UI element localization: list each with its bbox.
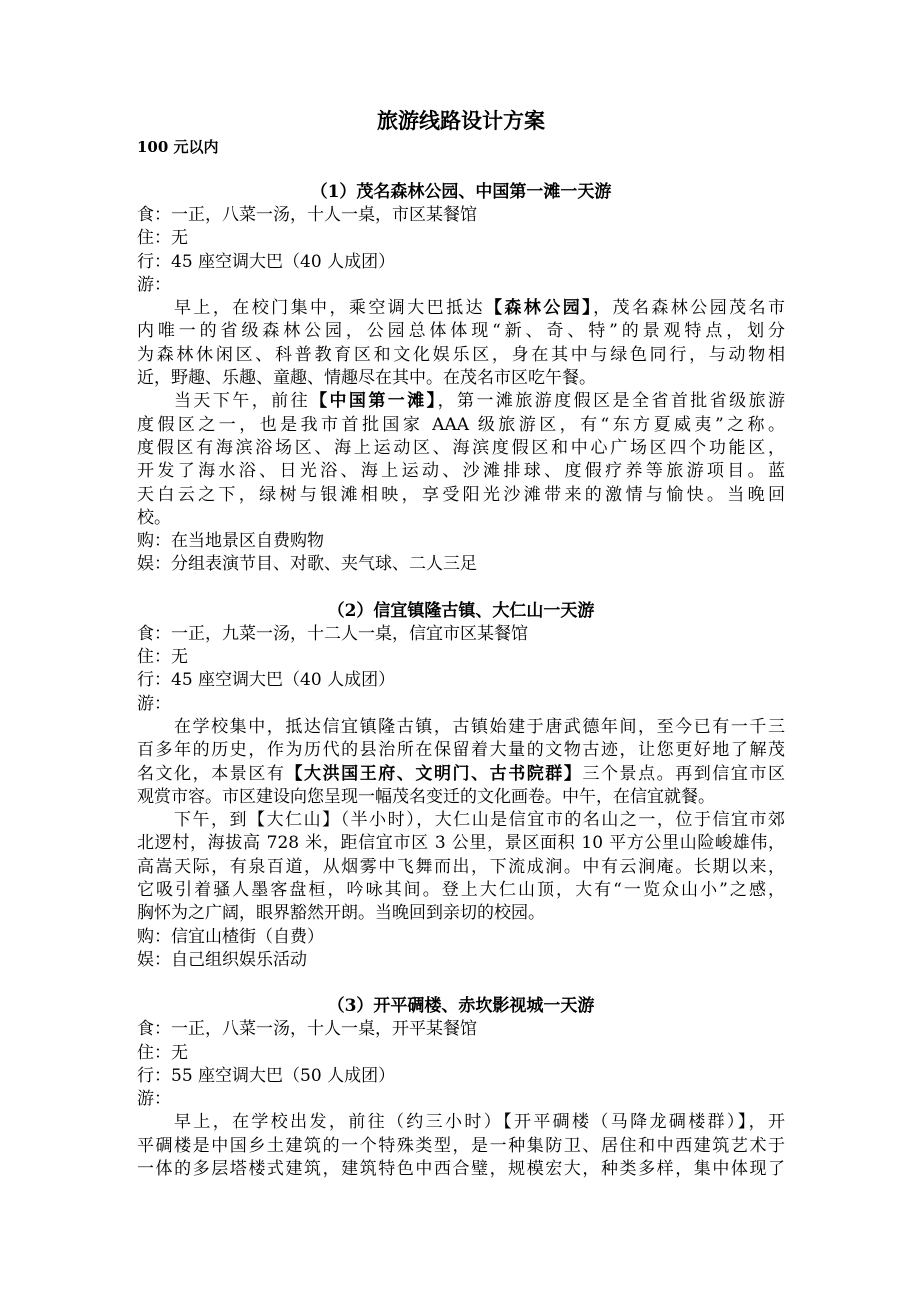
- paragraph-line: [137, 879, 785, 902]
- paragraph-line: [137, 344, 785, 367]
- paragraph-line: [137, 414, 785, 437]
- paragraph-line: [137, 507, 785, 530]
- paragraph-line: [137, 390, 785, 413]
- paragraph-line: [137, 460, 785, 483]
- entertainment-line: 娱：分组表演节目、对歌、夹气球、二人三足: [137, 554, 477, 575]
- paragraph-line: [137, 716, 785, 739]
- highlighted-attraction: 【中国第一滩】: [310, 391, 438, 412]
- route-section: [137, 994, 785, 1181]
- route-sections: [137, 180, 785, 1181]
- food-line: 食：一正，九菜一汤，十二人一桌，信宜市区某餐馆: [137, 623, 528, 644]
- text-segment: 度假区有海滨浴场区、海上运动区、海滨度假区和中心广场区四个功能区，: [137, 437, 785, 458]
- text-segment: 为森林休闲区、科普教育区和文化娱乐区，身在其中与绿色同行，与动物相: [137, 344, 785, 365]
- document-page: [137, 106, 785, 1181]
- paragraph-line: [137, 484, 785, 507]
- text-segment: 近，野趣、乐趣、童趣、情趣尽在其中。在茂名市区吃午餐。: [137, 368, 596, 389]
- text-segment: ，茂名森林公园茂名市: [593, 298, 786, 319]
- text-segment: 下午，到【大仁山】（半小时），大仁山是信宜市的名山之一，位于信宜市郊: [174, 810, 785, 831]
- paragraph-line: [137, 437, 785, 460]
- paragraph-line: [137, 367, 785, 390]
- text-segment: 北逻村，海拔高 728 米，距信宜市区 3 公里，景区面积 10 平方公里山险峻雄伟，: [137, 833, 785, 854]
- transport-line: 行：45 座空调大巴（40 人成团）: [137, 251, 396, 272]
- paragraph-line: [137, 856, 785, 879]
- route-heading: （2）信宜镇隆古镇、大仁山一天游: [327, 600, 595, 621]
- text-segment: 当天下午，前往: [174, 391, 311, 412]
- text-segment: 胸怀为之广阔，眼界豁然开朗。当晚回到亲切的校园。: [137, 903, 545, 924]
- paragraph-line: [137, 786, 785, 809]
- text-segment: 天白云之下，绿树与银滩相映，享受阳光沙滩带来的激情与愉快。当晚回: [137, 484, 785, 505]
- food-line: 食：一正，八菜一汤，十人一桌，市区某餐馆: [137, 205, 477, 225]
- paragraph-line: [137, 1158, 785, 1181]
- shopping-line: 购：在当地景区自费购物: [137, 531, 324, 552]
- entertainment-line: 娱：自己组织娱乐活动: [137, 949, 307, 970]
- paragraph-line: [137, 832, 785, 855]
- text-segment: 它吸引着骚人墨客盘桓，吟咏其间。登上大仁山顶，大有“一览众山小”之感，: [137, 880, 785, 901]
- text-segment: 观赏市容。市区建设向您呈现一幅茂名变迁的文化画卷。中午，在信宜就餐。: [137, 786, 715, 807]
- tour-label: 游：: [137, 274, 171, 295]
- text-segment: 度假区之一，也是我市首批国家 AAA 级旅游区，有“东方夏威夷”之称。: [137, 414, 785, 435]
- text-segment: 早上，在学校出发，前往（约三小时）【开平碉楼（马降龙碉楼群）】，开: [174, 1112, 785, 1133]
- text-segment: 开发了海水浴、日光浴、海上运动、沙滩排球、度假疗养等旅游项目。蓝: [137, 461, 785, 482]
- text-segment: 校。: [137, 507, 171, 528]
- text-segment: ，第一滩旅游度假区是全省首批省级旅游: [437, 391, 786, 412]
- route-section: [137, 180, 785, 577]
- text-segment: 在学校集中，抵达信宜镇隆古镇，古镇始建于唐武德年间，至今已有一千三: [174, 716, 785, 737]
- highlighted-attraction: 【大洪国王府、文明门、古书院群】: [285, 763, 583, 784]
- text-segment: 三个景点。再到信宜市区: [582, 763, 786, 784]
- route-section: [137, 599, 785, 972]
- shopping-line: 购：信宜山楂街（自费）: [137, 926, 324, 947]
- paragraph-line: [137, 320, 785, 343]
- document-title: 旅游线路设计方案: [377, 108, 545, 133]
- text-segment: 高嵩天际，有泉百道，从烟雾中飞舞而出，下流成涧。中有云涧庵。长期以来，: [137, 856, 785, 877]
- paragraph-line: [137, 1111, 785, 1134]
- stay-line: 住：无: [137, 1042, 188, 1063]
- food-line: 食：一正，八菜一汤，十人一桌，开平某餐馆: [137, 1019, 477, 1040]
- text-segment: 内唯一的省级森林公园，公园总体体现“新、奇、特”的景观特点，划分: [137, 321, 785, 342]
- text-segment: 百多年的历史，作为历代的县治所在保留着大量的文物古迹，让您更好地了解茂: [137, 740, 785, 761]
- route-heading: （3）开平碉楼、赤坎影视城一天游: [327, 996, 595, 1017]
- paragraph-line: [137, 809, 785, 832]
- route-heading: （1）茂名森林公园、中国第一滩一天游: [310, 182, 612, 202]
- transport-line: 行：45 座空调大巴（40 人成团）: [137, 670, 396, 691]
- paragraph-line: [137, 763, 785, 786]
- tour-label: 游：: [137, 1089, 171, 1110]
- paragraph-line: [137, 902, 785, 925]
- transport-line: 行：55 座空调大巴（50 人成团）: [137, 1065, 396, 1086]
- paragraph-line: [137, 297, 785, 320]
- stay-line: 住：无: [137, 228, 188, 249]
- budget-note: 100 元以内: [137, 138, 219, 156]
- paragraph-line: [137, 739, 785, 762]
- text-segment: 平碉楼是中国乡土建筑的一个特殊类型，是一种集防卫、居住和中西建筑艺术于: [137, 1135, 785, 1156]
- text-segment: 一体的多层塔楼式建筑，建筑特色中西合璧，规模宏大，种类多样，集中体现了: [137, 1158, 785, 1179]
- paragraph-line: [137, 1135, 785, 1158]
- text-segment: 名文化，本景区有: [137, 763, 286, 784]
- stay-line: 住：无: [137, 647, 188, 668]
- tour-label: 游：: [137, 693, 171, 714]
- highlighted-attraction: 【森林公园】: [484, 298, 594, 319]
- text-segment: 早上，在校门集中，乘空调大巴抵达: [174, 298, 485, 319]
